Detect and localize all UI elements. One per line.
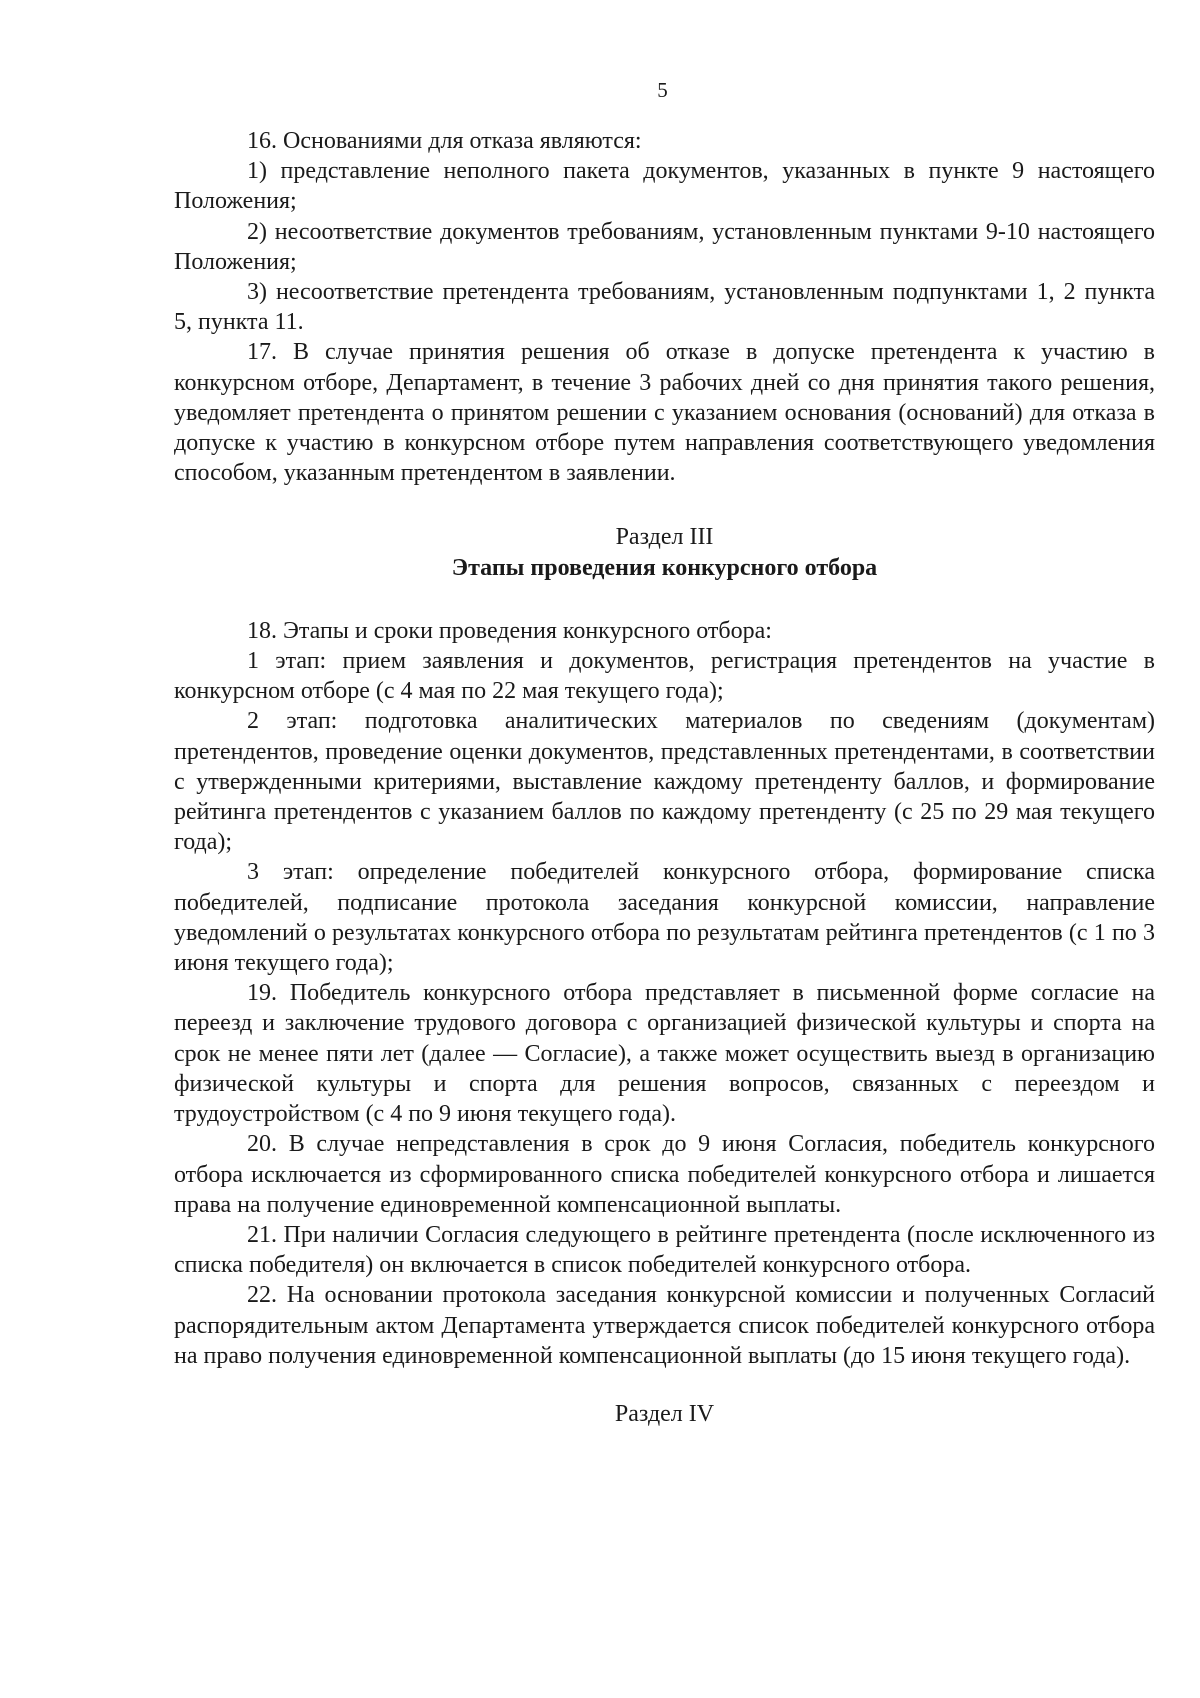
paragraph-17: 17. В случае принятия решения об отказе в допуске претендента к участию в конкурсном отборе, Департамент, в течение 3 рабочих дней со дня принятия такого решения, уведомляет претендента о принятом решении с указанием основания (оснований) для отказа в допуске к участию в конкурсном отборе путем направления соответствующего уведомления способом, указанным претендентом в заявлении. xyxy=(174,339,1155,487)
paragraph-19: 19. Победитель конкурсного отбора представляет в письменной форме согласие на переезд и заключение трудового договора с организацией физической культуры и спорта на срок не менее пяти лет (далее — Согласие), а также может осуществить выезд в организацию физической культуры и спорта для решения вопросов, связанных с переездом и трудоустройством (с 4 по 9 июня текущего года). xyxy=(174,980,1155,1128)
paragraph-20: 20. В случае непредставления в срок до 9 июня Согласия, победитель конкурсного отбора исключается из сформированного списка победителей конкурсного отбора и лишается права на получение единовременной компенсационной выплаты. xyxy=(174,1131,1155,1218)
paragraph-18: 18. Этапы и сроки проведения конкурсного отбора: xyxy=(247,617,772,644)
paragraph-16-item-1: 1) представление неполного пакета документов, указанных в пункте 9 настоящего Положения; xyxy=(174,158,1155,215)
paragraph-21: 21. При наличии Согласия следующего в рейтинге претендента (после исключенного из списка победителя) он включается в список победителей конкурсного отбора. xyxy=(174,1221,1155,1279)
paragraph-16: 16. Основаниями для отказа являются: xyxy=(247,128,642,154)
document-body xyxy=(174,126,1155,1429)
paragraph-22: 22. На основании протокола заседания конкурсной комиссии и полученных Согласий распорядительным актом Департамента утверждается список победителей конкурсного отбора на право получения единовременной компенсационной выплаты (до 15 июня текущего года). xyxy=(174,1282,1155,1369)
section-3-heading: Раздел III xyxy=(615,524,714,551)
paragraph-16-item-3: 3) несоответствие претендента требованиям, установленным подпунктами 1, 2 пункта 5, пункта 11. xyxy=(174,279,1155,336)
paragraph-16-item-2: 2) несоответствие документов требованиям, установленным пунктами 9-10 настоящего Положения; xyxy=(174,218,1155,275)
section-4-heading: Раздел IV xyxy=(614,1400,715,1427)
stage-3: 3 этап: определение победителей конкурсного отбора, формирование списка победителей, подписание протокола заседания конкурсной комиссии, направление уведомлений о результатах конкурсного отбора по результатам рейтинга претендентов (с 1 по 3 июня текущего года); xyxy=(174,859,1155,977)
section-3-title: Этапы проведения конкурсного отбора xyxy=(451,554,878,581)
stage-1: 1 этап: прием заявления и документов, регистрация претендентов на участие в конкурсном отборе (с 4 мая по 22 мая текущего года); xyxy=(174,648,1155,705)
page-number: 5 xyxy=(657,78,668,102)
stage-2: 2 этап: подготовка аналитических материалов по сведениям (документам) претендентов, проведение оценки документов, представленных претендентами, в соответствии с утвержденными критериями, выставление каждому претенденту баллов, и формирование рейтинга претендентов с указанием баллов по каждому претенденту (с 25 по 29 мая текущего года); xyxy=(174,708,1155,856)
